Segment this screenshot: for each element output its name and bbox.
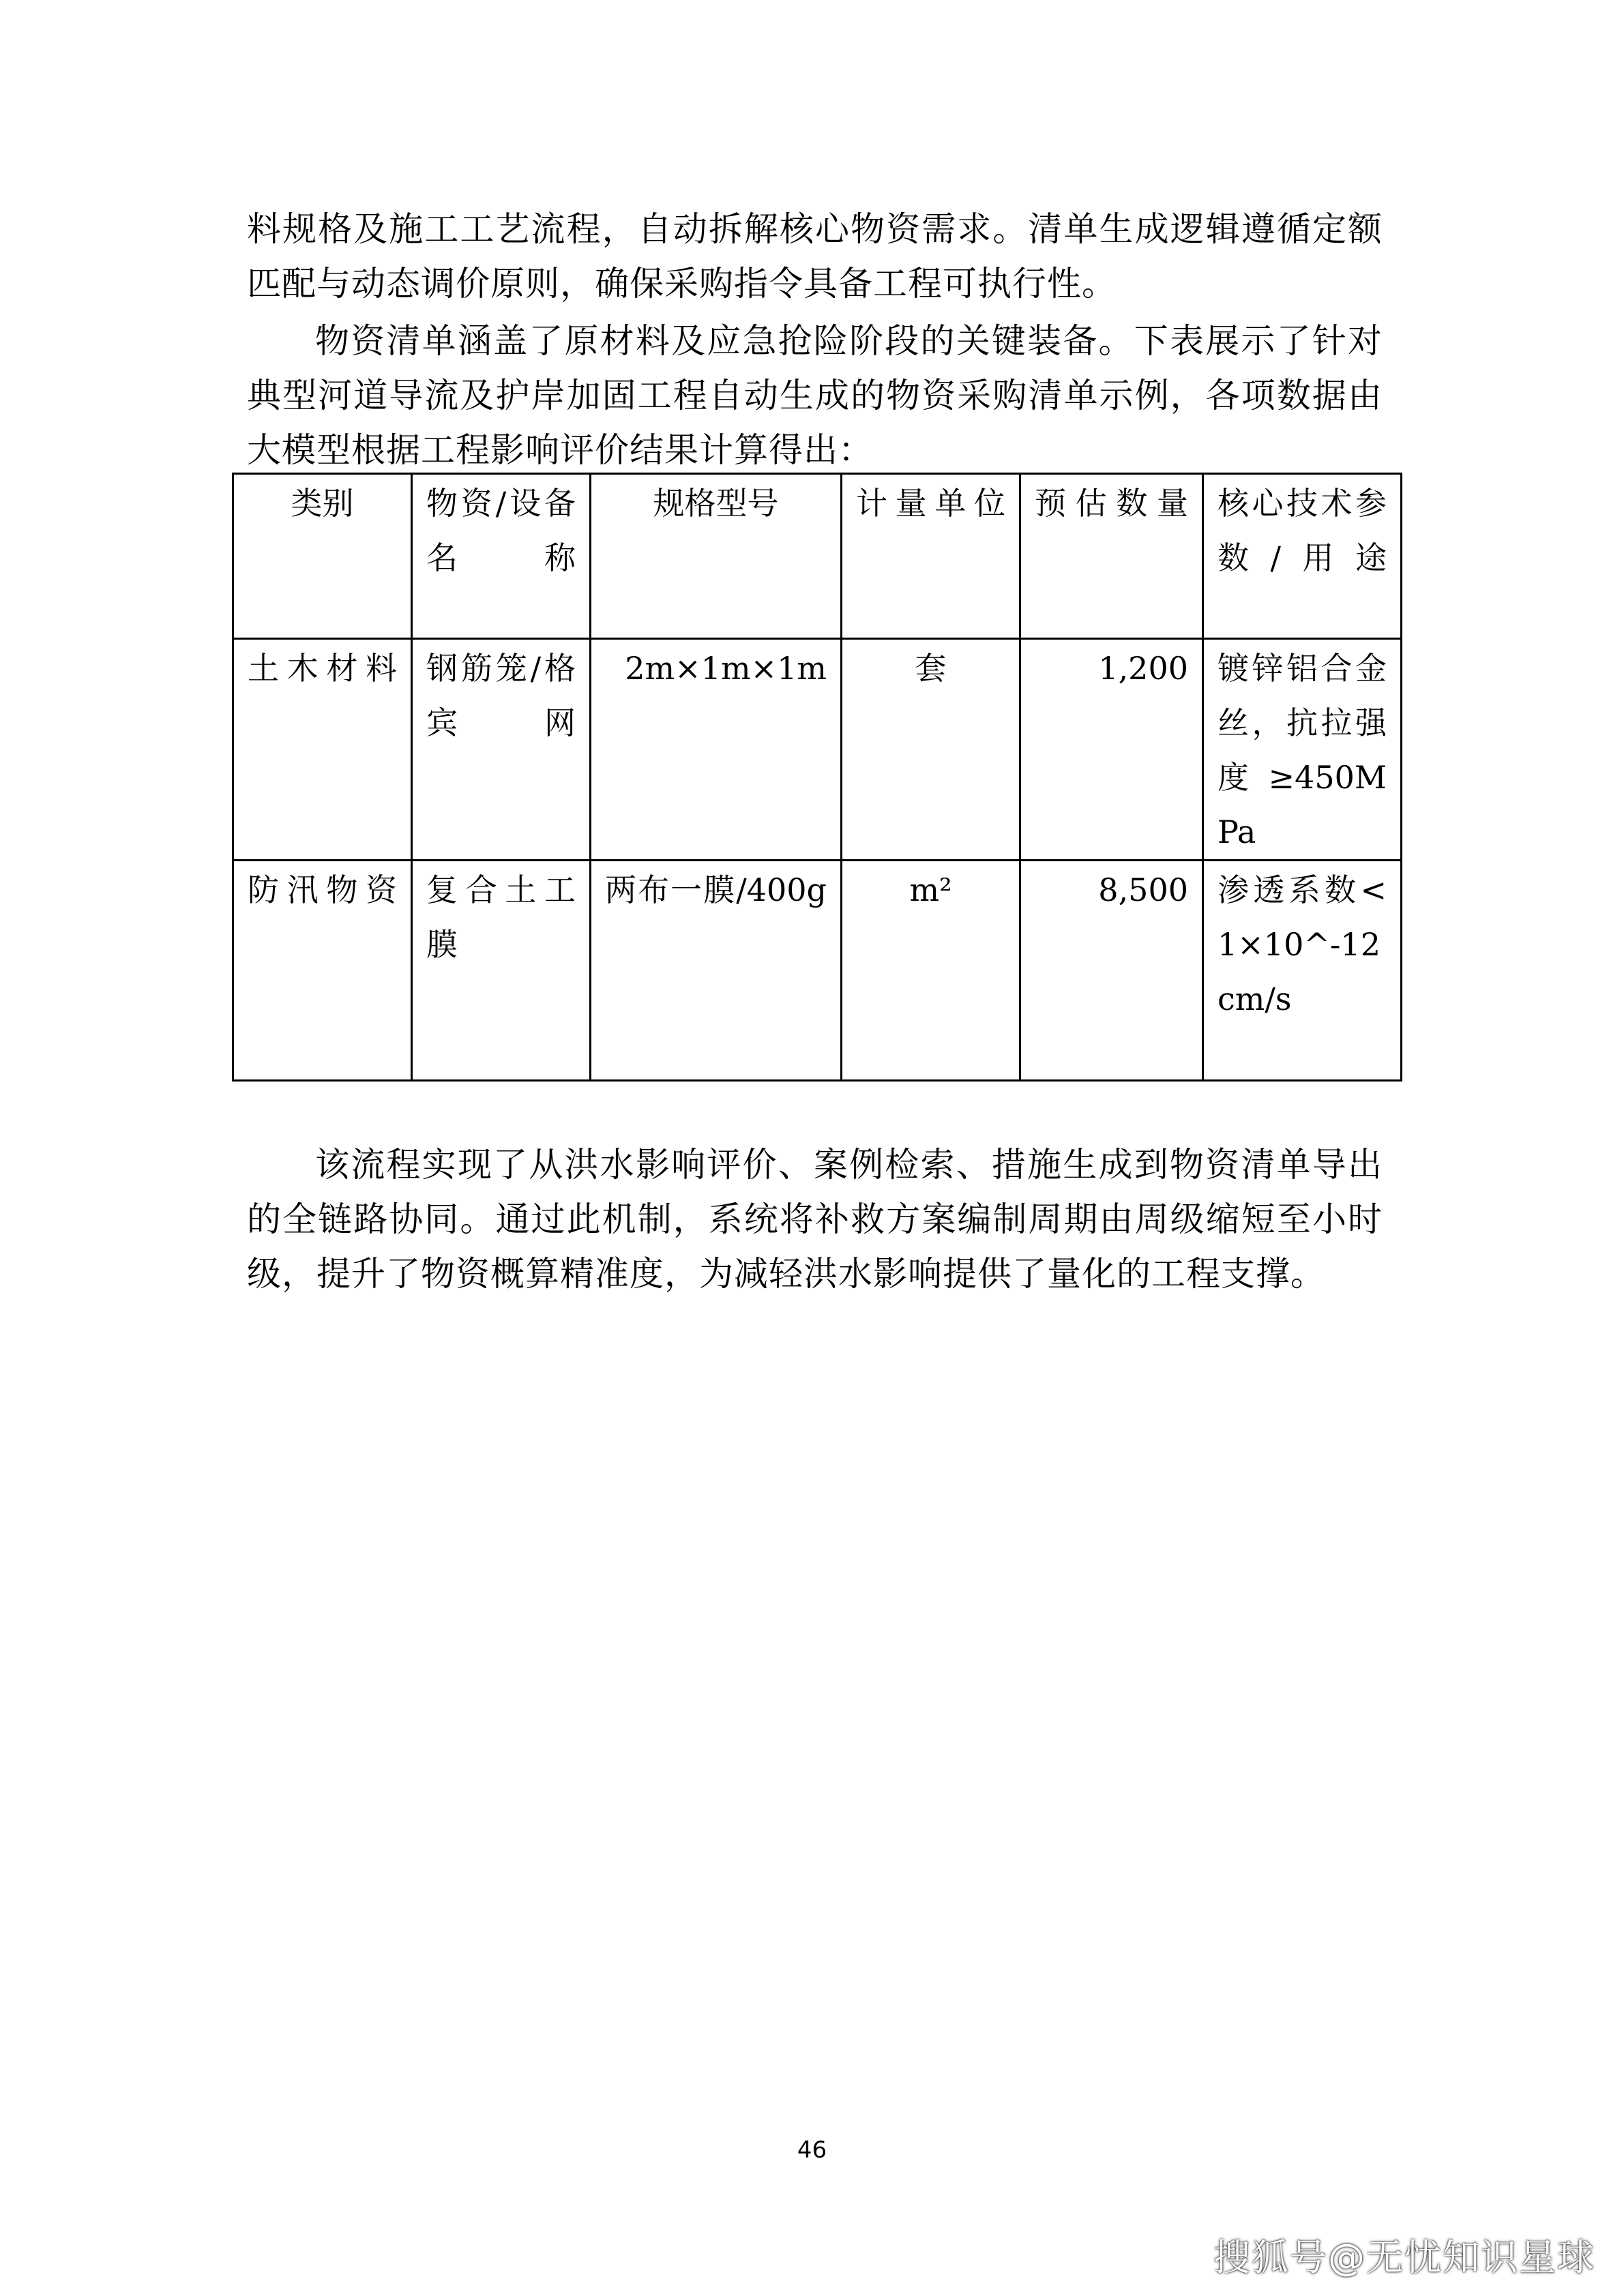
- cell-category: 防汛物资: [233, 861, 412, 1081]
- cell-unit: 套: [842, 639, 1020, 861]
- table-row: [233, 861, 1402, 1081]
- cell-unit: m²: [842, 861, 1020, 1081]
- header-category: 类别: [233, 474, 412, 639]
- paragraph-intro: 料规格及施工工艺流程，自动拆解核心物资需求。清单生成逻辑遵循定额匹配与动态调价原则，确保采购指令具备工程可执行性。: [247, 209, 1383, 303]
- header-spec: 规格型号: [591, 474, 842, 639]
- table-row: [233, 639, 1402, 861]
- header-param: 核心技术参数/用途: [1203, 474, 1402, 639]
- cell-spec: 两布一膜/400g: [591, 861, 842, 1081]
- material-procurement-table: [232, 473, 1402, 1082]
- header-unit: 计量单位: [842, 474, 1020, 639]
- page-number: 46: [797, 2136, 827, 2164]
- paragraph-conclusion: 该流程实现了从洪水影响评价、案例检索、措施生成到物资清单导出的全链路协同。通过此机制，系统将补救方案编制周期由周级缩短至小时级，提升了物资概算精准度，为减轻洪水影响提供了量化的工程支撑。: [247, 1145, 1383, 1294]
- watermark: 搜狐号@无忧知识星球: [1213, 2236, 1595, 2279]
- cell-name: 复合土工膜: [412, 861, 591, 1081]
- header-name: 物资/设备名称: [412, 474, 591, 639]
- cell-category: 土木材料: [233, 639, 412, 861]
- table-header-row: [233, 474, 1402, 639]
- header-quantity: 预估数量: [1020, 474, 1203, 639]
- cell-param: 渗透系数<1×10^-12 cm/s: [1203, 861, 1402, 1081]
- paragraph-table-intro: 物资清单涵盖了原材料及应急抢险阶段的关键装备。下表展示了针对典型河道导流及护岸加固工程自动生成的物资采购清单示例，各项数据由大模型根据工程影响评价结果计算得出：: [247, 321, 1383, 470]
- cell-quantity: 1,200: [1020, 639, 1203, 861]
- cell-param: 镀锌铝合金丝，抗拉强度≥450MPa: [1203, 639, 1402, 861]
- cell-quantity: 8,500: [1020, 861, 1203, 1081]
- cell-name: 钢筋笼/格宾网: [412, 639, 591, 861]
- cell-spec: 2m×1m×1m: [591, 639, 842, 861]
